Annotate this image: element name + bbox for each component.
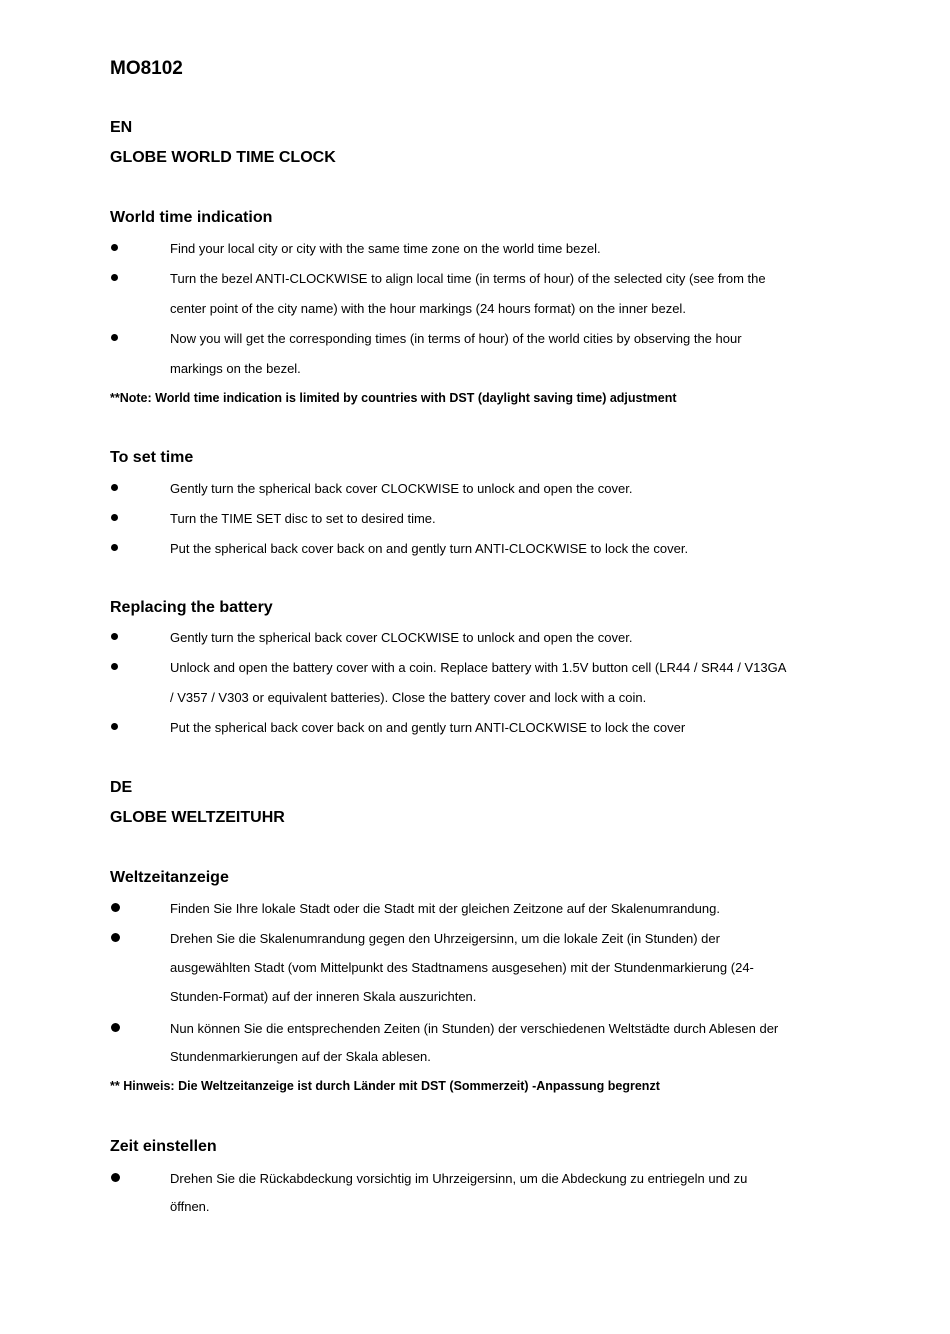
- section-title-battery-en: Replacing the battery: [110, 599, 273, 616]
- document-title: MO8102: [110, 58, 183, 79]
- bullet-icon: [111, 1173, 120, 1182]
- bullet-icon: [111, 274, 118, 281]
- bullet-icon: [111, 633, 118, 640]
- list-item: Put the spherical back cover back on and gently turn ANTI-CLOCKWISE to lock the cover: [170, 720, 686, 735]
- language-label-en: EN: [110, 119, 133, 136]
- list-item: Drehen Sie die Rückabdeckung vorsichtig im Uhrzeigersinn, um die Abdeckung zu entriegeln und zu: [170, 1171, 748, 1186]
- bullet-icon: [111, 514, 118, 521]
- bullet-icon: [111, 484, 118, 491]
- bullet-icon: [111, 933, 120, 942]
- list-item: Find your local city or city with the same time zone on the world time bezel.: [170, 241, 601, 256]
- product-heading-en: GLOBE WORLD TIME CLOCK: [110, 149, 336, 166]
- bullet-icon: [111, 663, 118, 670]
- section-title-set-time-de: Zeit einstellen: [110, 1138, 217, 1155]
- bullet-icon: [111, 544, 118, 551]
- list-item-continuation: ausgewählten Stadt (vom Mittelpunkt des Stadtnamens ausgesehen) mit der Stundenmarkierung (24-: [170, 960, 754, 975]
- list-item-continuation: center point of the city name) with the hour markings (24 hours format) on the inner bezel.: [170, 301, 686, 316]
- note-de: ** Hinweis: Die Weltzeitanzeige ist durch Länder mit DST (Sommerzeit) -Anpassung begrenzt: [110, 1079, 660, 1093]
- list-item-continuation: markings on the bezel.: [170, 361, 301, 376]
- bullet-icon: [111, 1023, 120, 1032]
- section-title-set-time-en: To set time: [110, 449, 194, 466]
- bullet-icon: [111, 723, 118, 730]
- note-en: **Note: World time indication is limited by countries with DST (daylight saving time) adjustment: [110, 391, 677, 405]
- product-heading-de: GLOBE WELTZEITUHR: [110, 809, 285, 826]
- list-item-continuation: öffnen.: [170, 1199, 210, 1214]
- list-item-continuation: / V357 / V303 or equivalent batteries). Close the battery cover and lock with a coin.: [170, 690, 647, 705]
- list-item: Put the spherical back cover back on and gently turn ANTI-CLOCKWISE to lock the cover.: [170, 541, 689, 556]
- bullet-icon: [111, 903, 120, 912]
- bullet-icon: [111, 244, 118, 251]
- list-item: Gently turn the spherical back cover CLOCKWISE to unlock and open the cover.: [170, 481, 633, 496]
- bullet-icon: [111, 334, 118, 341]
- list-item: Drehen Sie die Skalenumrandung gegen den Uhrzeigersinn, um die lokale Zeit (in Stunden) der: [170, 931, 720, 946]
- list-item: Finden Sie Ihre lokale Stadt oder die Stadt mit der gleichen Zeitzone auf der Skalenumrandung.: [170, 901, 720, 916]
- language-label-de: DE: [110, 779, 133, 796]
- list-item: Turn the TIME SET disc to set to desired time.: [170, 511, 436, 526]
- list-item-continuation: Stundenmarkierungen auf der Skala ablesen.: [170, 1049, 431, 1064]
- list-item: Unlock and open the battery cover with a coin. Replace battery with 1.5V button cell (LR44 / SR44 / V13GA: [170, 660, 787, 675]
- list-item-continuation: Stunden-Format) auf der inneren Skala auszurichten.: [170, 989, 477, 1004]
- list-item: Now you will get the corresponding times (in terms of hour) of the world cities by observing the hour: [170, 331, 742, 346]
- list-item: Turn the bezel ANTI-CLOCKWISE to align local time (in terms of hour) of the selected city (see from the: [170, 271, 766, 286]
- section-title-world-time-en: World time indication: [110, 209, 273, 226]
- list-item: Nun können Sie die entsprechenden Zeiten (in Stunden) der verschiedenen Weltstädte durch Ablesen der: [170, 1021, 779, 1036]
- list-item: Gently turn the spherical back cover CLOCKWISE to unlock and open the cover.: [170, 630, 633, 645]
- section-title-world-time-de: Weltzeitanzeige: [110, 869, 229, 886]
